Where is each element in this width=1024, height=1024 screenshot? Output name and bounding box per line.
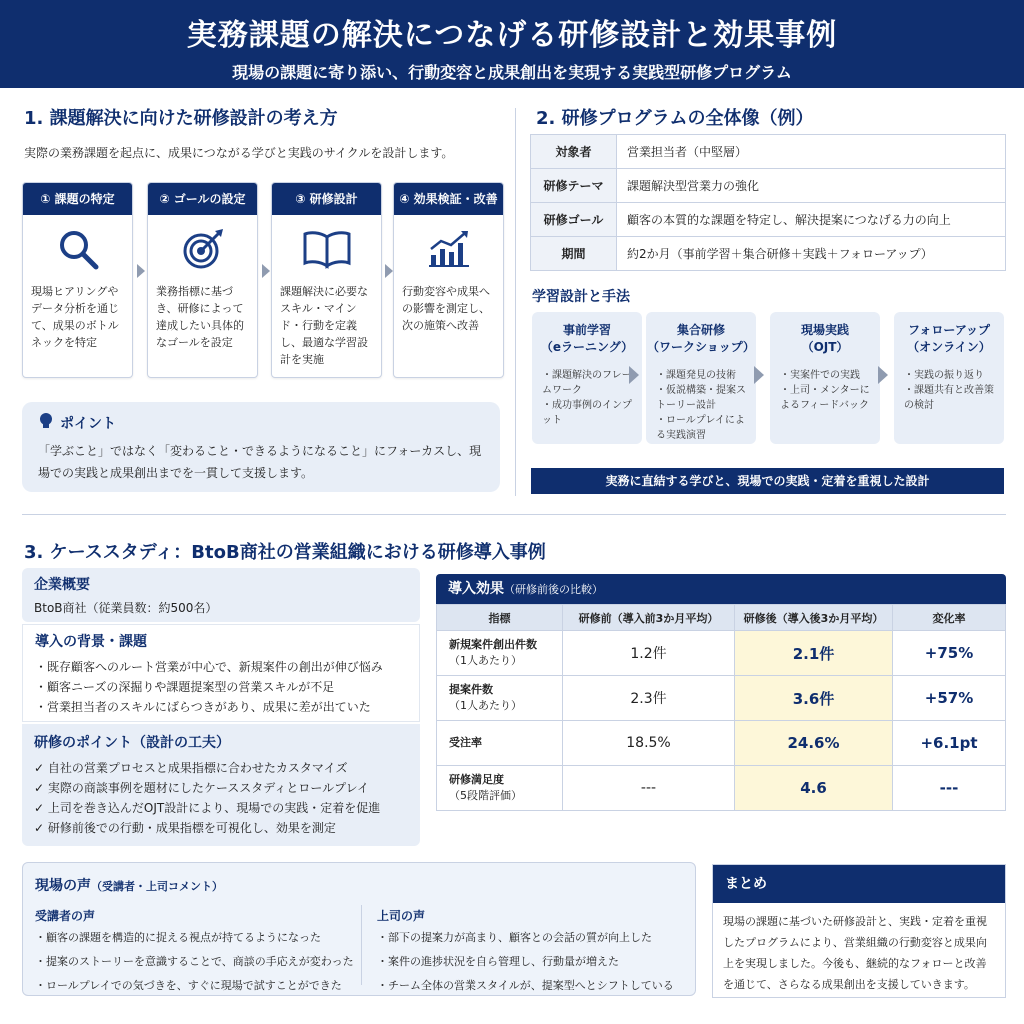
company-text: BtoB商社（従業員数：約500名） [34, 601, 218, 615]
column-header: 変化率 [893, 605, 1006, 631]
design-points-title: 研修のポイント（設計の工夫） [34, 735, 230, 751]
table-row [531, 203, 1006, 237]
check-icon: ✓ [34, 761, 48, 775]
list-item: 研修前後での行動・成果指標を可視化し、効果を測定 [47, 821, 336, 835]
method-title: フォローアップ [908, 323, 990, 337]
overview-key: 期間 [531, 237, 617, 271]
results-header [436, 574, 1006, 604]
step-card [393, 182, 504, 378]
list-item: ・提案のストーリーを意識することで、商談の手応えが変わった [35, 955, 354, 968]
list-item: ・部下の提案力が高まり、顧客との会話の質が向上した [377, 931, 652, 944]
change-value: --- [893, 766, 1006, 811]
method-title: 現場実践 [800, 323, 849, 337]
design-banner: 実務に直結する学びと、現場での実践・定着を重視した設計 [531, 468, 1004, 494]
arrow-right-icon [385, 264, 393, 278]
page-subtitle: 現場の課題に寄り添い、行動変容と成果創出を実現する実践型研修プログラム [232, 63, 792, 82]
list-item: ・既存顧客へのルート営業が中心で、新規案件の創出が伸び悩み [35, 660, 383, 674]
overview-value: 営業担当者（中堅層） [617, 135, 1006, 169]
overview-value: 約2か月（事前学習＋集合研修＋実践＋フォローアップ） [617, 237, 1006, 271]
overview-value: 課題解決型営業力の強化 [617, 169, 1006, 203]
method-item: ・課題解決のフレームワーク [542, 370, 632, 396]
after-value: 24.6% [735, 721, 893, 766]
after-value: 3.6件 [735, 676, 893, 721]
method-item: ・成功事例のインプット [542, 400, 632, 426]
section1-title: 1. 課題解決に向けた研修設計の考え方 [24, 108, 338, 129]
step-label: ③ 研修設計 [272, 183, 381, 215]
list-item: ・営業担当者のスキルにばらつきがあり、成果に差が出ていた [35, 700, 371, 714]
method-sub: （ワークショップ） [647, 340, 755, 354]
list-item: ・顧客の課題を構造的に捉える視点が持てるようになった [35, 931, 321, 944]
voices-title: 現場の声 [35, 878, 91, 894]
point-title: ポイント [60, 416, 116, 432]
arrow-right-icon [262, 264, 270, 278]
section3-title: 3. ケーススタディ：BtoB商社の営業組織における研修導入事例 [24, 542, 546, 563]
results-table [436, 604, 1006, 811]
column-header: 研修後（導入後3か月平均） [735, 605, 893, 631]
method-sub: （eラーニング） [540, 340, 634, 354]
target-icon [148, 215, 257, 283]
participants-column [35, 907, 355, 998]
design-points-panel [22, 724, 420, 846]
lightbulb-icon [38, 412, 54, 434]
before-value: 1.2件 [563, 631, 735, 676]
before-value: 18.5% [563, 721, 735, 766]
step-card [271, 182, 382, 378]
metric-note: （1人あたり） [449, 699, 522, 712]
method-item: ・課題発見の技術 [656, 370, 736, 381]
check-icon: ✓ [34, 801, 48, 815]
change-value: +6.1pt [893, 721, 1006, 766]
table-row [531, 237, 1006, 271]
table-row [531, 169, 1006, 203]
arrow-right-icon [754, 366, 764, 384]
method-item: ・課題共有と改善策の検討 [904, 385, 994, 411]
overview-value: 顧客の本質的な課題を特定し、解決提案につなげる力の向上 [617, 203, 1006, 237]
section1-intro: 実際の業務課題を起点に、成果につながる学びと実践のサイクルを設計します。 [24, 146, 454, 160]
company-panel [22, 568, 420, 622]
step-card [22, 182, 133, 378]
arrow-right-icon [137, 264, 145, 278]
metric-note: （1人あたり） [449, 654, 522, 667]
participants-title: 受講者の声 [35, 909, 96, 923]
arrow-right-icon [629, 366, 639, 384]
method-item: ・ロールプレイによる実践演習 [656, 415, 745, 441]
voices-panel [22, 862, 696, 996]
change-value: +57% [893, 676, 1006, 721]
overview-key: 研修ゴール [531, 203, 617, 237]
methods-title: 学習設計と手法 [532, 289, 630, 305]
metric-name: 提案件数 [449, 683, 493, 696]
horizontal-divider [22, 514, 1006, 515]
arrow-right-icon [878, 366, 888, 384]
list-item: ・案件の進捗状況を自ら管理し、行動量が増えた [377, 955, 619, 968]
list-item: 自社の営業プロセスと成果指標に合わせたカスタマイズ [47, 761, 348, 775]
metric-name: 新規案件創出件数 [449, 638, 537, 651]
metric-name: 研修満足度 [449, 773, 504, 786]
metric-name: 受注率 [449, 736, 482, 749]
check-icon: ✓ [34, 821, 48, 835]
method-card [894, 312, 1004, 444]
voices-title-note: （受講者・上司コメント） [91, 880, 223, 893]
method-item: ・実践の振り返り [904, 370, 984, 381]
method-item: ・仮説構築・提案ストーリー設計 [656, 385, 746, 411]
table-header-row [437, 605, 1006, 631]
step-text: 課題解決に必要なスキル・マインド・行動を定義し、最適な学習設計を実施 [280, 285, 368, 366]
overview-key: 研修テーマ [531, 169, 617, 203]
table-row [437, 721, 1006, 766]
chart-icon [394, 215, 503, 283]
managers-title: 上司の声 [377, 909, 426, 923]
method-card [770, 312, 880, 444]
column-header: 研修前（導入前3か月平均） [563, 605, 735, 631]
list-item: ・顧客ニーズの深掘りや課題提案型の営業スキルが不足 [35, 680, 335, 694]
step-label: ① 課題の特定 [23, 183, 132, 215]
step-text: 行動変容や成果への影響を測定し、次の施策へ改善 [402, 285, 490, 332]
page-title: 実務課題の解決につなげる研修設計と効果事例 [186, 18, 838, 53]
background-panel [22, 624, 420, 722]
summary-title: まとめ [713, 865, 1005, 903]
before-value: --- [563, 766, 735, 811]
method-sub: （OJT） [801, 340, 849, 354]
check-icon: ✓ [34, 781, 48, 795]
before-value: 2.3件 [563, 676, 735, 721]
table-row [437, 631, 1006, 676]
metric-note: （5段階評価） [449, 789, 522, 802]
results-title-note: （研修前後の比較） [504, 583, 603, 596]
after-value: 4.6 [735, 766, 893, 811]
method-title: 事前学習 [562, 323, 611, 337]
table-row [437, 766, 1006, 811]
method-sub: （オンライン） [907, 340, 991, 354]
overview-key: 対象者 [531, 135, 617, 169]
results-title: 導入効果 [448, 581, 504, 597]
method-item: ・実案件での実践 [780, 370, 860, 381]
method-item: ・上司・メンターによるフィードバック [780, 385, 870, 411]
table-row [531, 135, 1006, 169]
managers-column [377, 907, 687, 998]
column-divider [361, 905, 362, 985]
list-item: ・ロールプレイでの気づきを、すぐに現場で試すことができた [35, 979, 342, 992]
table-row [437, 676, 1006, 721]
background-title: 導入の背景・課題 [35, 634, 147, 650]
step-card [147, 182, 258, 378]
list-item: 上司を巻き込んだOJT設計により、現場での実践・定着を促進 [47, 801, 381, 815]
step-label: ④ 効果検証・改善 [394, 183, 503, 215]
book-icon [272, 215, 381, 283]
method-card [646, 312, 756, 444]
method-title: 集合研修 [676, 323, 725, 337]
vertical-divider [515, 108, 516, 496]
company-title: 企業概要 [34, 577, 90, 593]
step-label: ② ゴールの設定 [148, 183, 257, 215]
step-text: 業務指標に基づき、研修によって達成したい具体的なゴールを設定 [156, 285, 244, 349]
list-item: 実際の商談事例を題材にしたケーススタディとロールプレイ [47, 781, 369, 795]
summary-panel [712, 864, 1006, 998]
column-header: 指標 [437, 605, 563, 631]
change-value: +75% [893, 631, 1006, 676]
point-box [22, 402, 500, 492]
design-steps [22, 182, 502, 378]
after-value: 2.1件 [735, 631, 893, 676]
program-overview-table [530, 134, 1006, 271]
step-text: 現場ヒアリングやデータ分析を通じて、成果のボトルネックを特定 [31, 285, 119, 349]
method-card [532, 312, 642, 444]
point-text: 「学ぶこと」ではなく「変わること・できるようになること」にフォーカスし、現場での実践と成果創出までを一貫して支援します。 [38, 444, 482, 480]
search-icon [23, 215, 132, 283]
list-item: ・チーム全体の営業スタイルが、提案型へとシフトしている [377, 979, 674, 992]
page-header [0, 0, 1024, 88]
section2-title: 2. 研修プログラムの全体像（例） [536, 108, 814, 129]
summary-text: 現場の課題に基づいた研修設計と、実践・定着を重視したプログラムにより、営業組織の行動変容と成果向上を実現しました。今後も、継続的なフォローと改善を通じて、さらなる成果創出を支援していきます。 [723, 915, 987, 991]
